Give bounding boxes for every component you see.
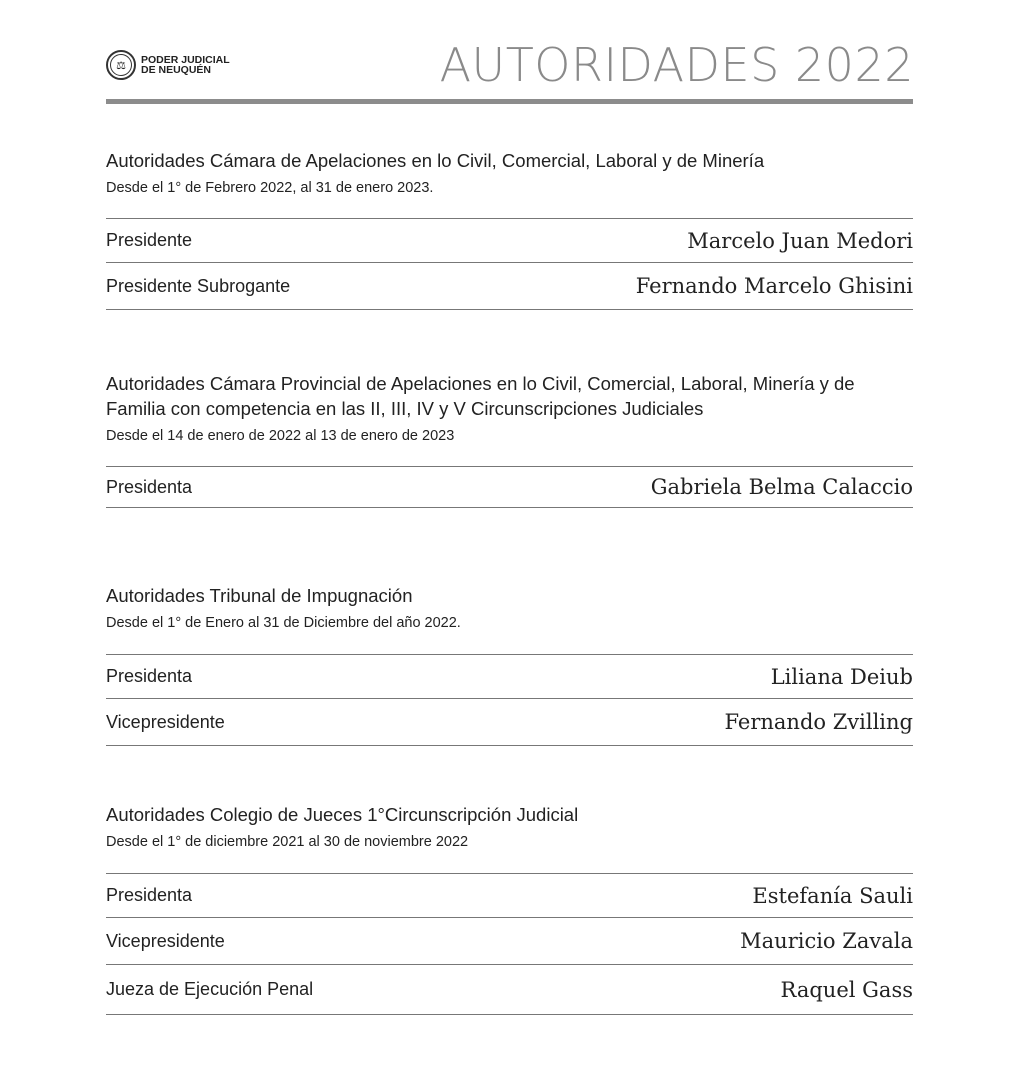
section-title: Autoridades Cámara de Apelaciones en lo Civil, Comercial, Laboral y de Minería — [106, 150, 765, 171]
section-period: Desde el 14 de enero de 2022 al 13 de enero de 2023 — [106, 428, 455, 444]
table-row — [106, 874, 913, 918]
section-colegio-jueces — [106, 802, 913, 1015]
role: Jueza de Ejecución Penal — [106, 979, 314, 999]
section-title: Autoridades Colegio de Jueces 1°Circunscripción Judicial — [106, 804, 579, 825]
table-row — [106, 655, 913, 699]
name: Gabriela Belma Calaccio — [650, 475, 913, 499]
authorities-table — [106, 873, 913, 1015]
authorities-table — [106, 654, 913, 746]
table-row — [106, 965, 913, 1015]
seal-icon: ⚖ — [106, 50, 136, 80]
name: Estefanía Sauli — [752, 883, 913, 908]
role: Presidente — [106, 230, 193, 250]
section-title: Autoridades Tribunal de Impugnación — [106, 585, 413, 606]
table-row — [106, 918, 913, 965]
table-row — [106, 467, 913, 508]
section-title: Autoridades Cámara Provincial de Apelaciones en lo Civil, Comercial, Laboral, Minería y de Familia con competencia en las II, III, IV y V Circunscripciones Judiciales — [106, 373, 855, 419]
section-period: Desde el 1° de Enero al 31 de Diciembre del año 2022. — [106, 615, 461, 631]
logo — [106, 50, 230, 80]
section-camara-apelaciones — [106, 148, 913, 310]
name: Fernando Zvilling — [724, 710, 913, 734]
role: Vicepresidente — [106, 711, 225, 732]
logo-line-2: DE NEUQUÉN — [141, 64, 212, 76]
section-camara-provincial — [106, 371, 913, 508]
authorities-table — [106, 218, 913, 310]
name: Mauricio Zavala — [740, 929, 913, 953]
name: Raquel Gass — [780, 977, 913, 1002]
authorities-table — [106, 466, 913, 508]
role: Vicepresidente — [106, 930, 225, 951]
role: Presidente Subrogante — [106, 275, 291, 296]
logo-line-1: PODER JUDICIAL — [141, 54, 230, 66]
section-period: Desde el 1° de diciembre 2021 al 30 de noviembre 2022 — [106, 834, 469, 850]
name: Liliana Deiub — [770, 664, 913, 689]
table-row — [106, 699, 913, 746]
page-title: AUTORIDADES 2022 — [439, 38, 914, 92]
section-tribunal-impugnacion — [106, 583, 913, 746]
section-period: Desde el 1° de Febrero 2022, al 31 de enero 2023. — [106, 180, 434, 196]
table-row — [106, 263, 913, 310]
role: Presidenta — [106, 666, 193, 686]
name: Marcelo Juan Medori — [687, 228, 913, 253]
role: Presidenta — [106, 885, 193, 905]
role: Presidenta — [106, 476, 193, 497]
name: Fernando Marcelo Ghisini — [635, 274, 913, 298]
header-divider — [106, 99, 913, 104]
table-row — [106, 219, 913, 263]
